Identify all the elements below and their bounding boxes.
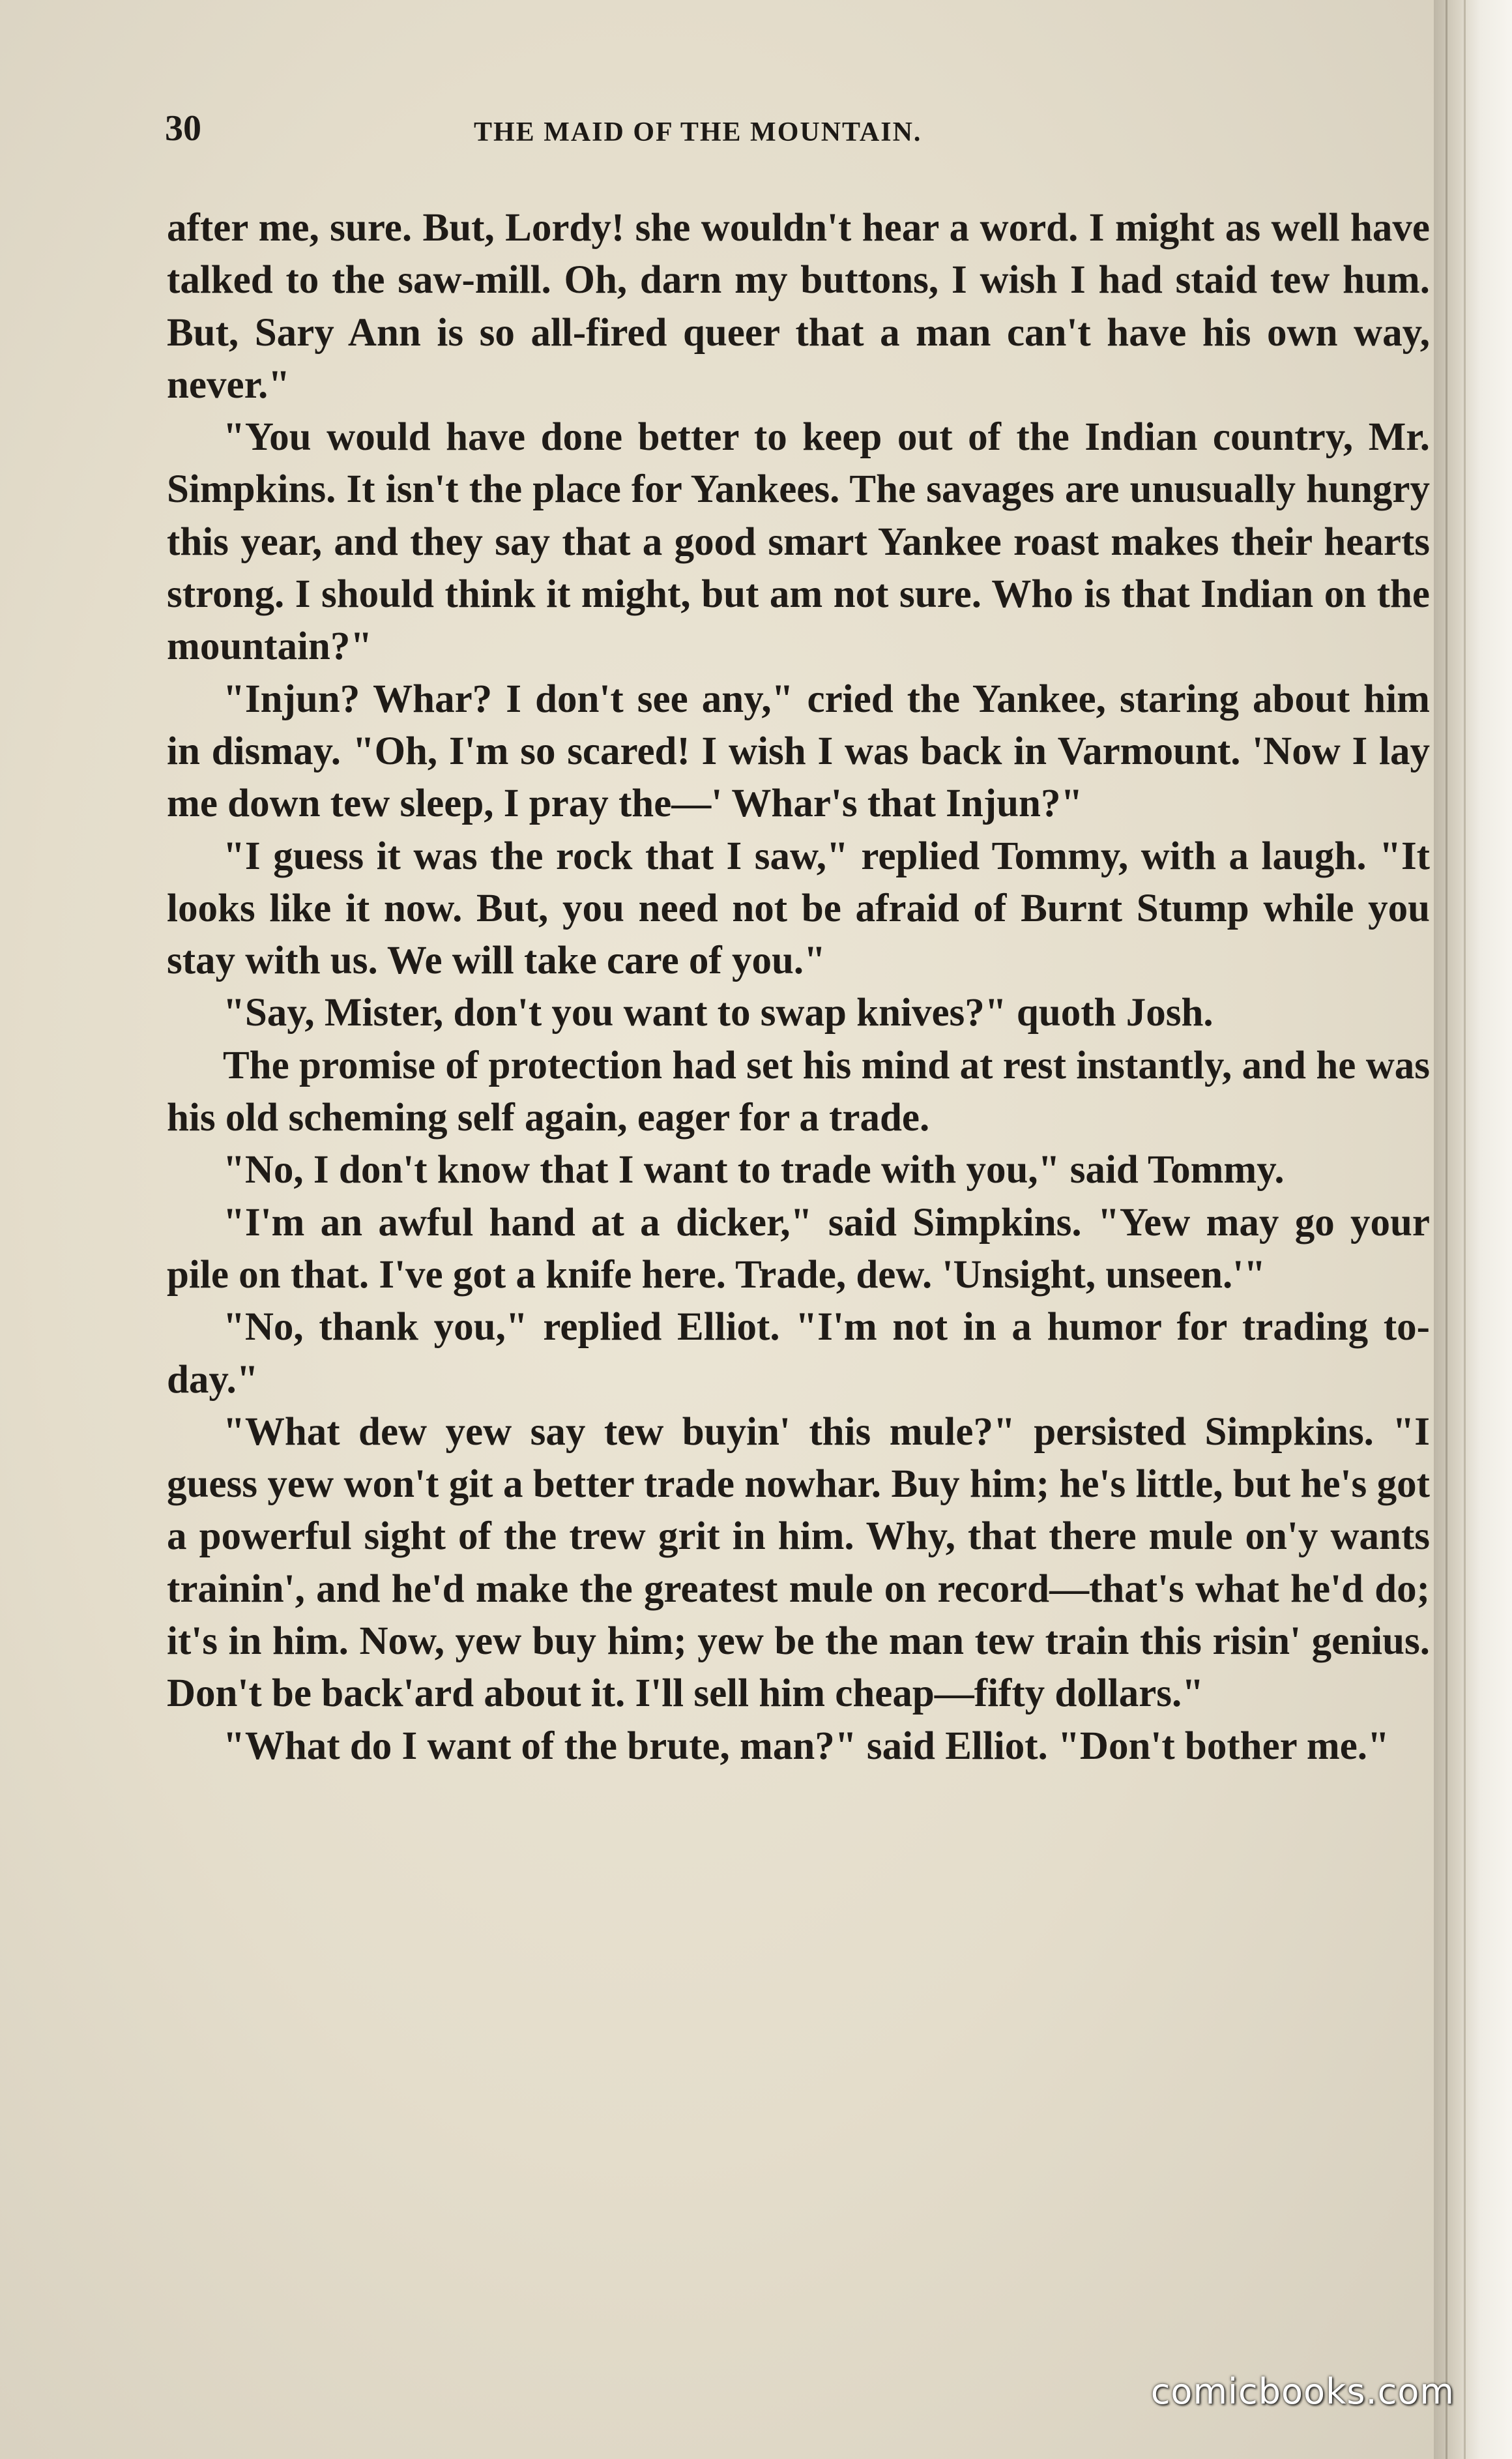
page-number: 30 — [165, 108, 201, 149]
paragraph: "Injun? Whar? I don't see any," cried the Yankee, staring about him in dismay. "Oh, I'm so scared! I wish I was back in Varmount. 'Now I lay me down tew sleep, I pray the—' Whar's that Injun?" — [167, 677, 1430, 826]
paragraph: "What do I want of the brute, man?" said Elliot. "Don't bother me." — [223, 1724, 1389, 1768]
paragraph: "You would have done better to keep out of the Indian country, Mr. Simpkins. It isn't the place for Yankees. The savages are unusually hungry this year, and they say that a good smart Yankee roast makes their hearts strong. I should think it might, but am not sure. Who is that Indian on the mountain?" — [167, 415, 1430, 669]
paragraph: "I'm an awful hand at a dicker," said Simpkins. "Yew may go your pile on that. I've got a knife here. Trade, dew. 'Unsight, unseen.'" — [167, 1200, 1430, 1297]
edge-line — [1446, 0, 1447, 2459]
running-head: THE MAID OF THE MOUNTAIN. — [474, 117, 922, 147]
paragraph: "What dew yew say tew buyin' this mule?" persisted Simpkins. "I guess yew won't git a better trade nowhar. Buy him; he's little, but he's got a powerful sight of the trew grit in him. Why, that there mule on'y wants trainin', and he'd make the greatest mule on record—that's what he'd do; it's in him. Now, yew buy him; yew be the man tew train this risin' genius. Don't be back'ard about it. I'll sell him cheap—fifty dollars." — [167, 1409, 1430, 1716]
paragraph: after me, sure. But, Lordy! she wouldn't hear a word. I might as well have talked to the saw-mill. Oh, darn my buttons, I wish I had staid tew hum. But, Sary Ann is so all-fired queer that a man can't have his own way, never." — [167, 206, 1430, 407]
paragraph: "Say, Mister, don't you want to swap knives?" quoth Josh. — [223, 991, 1214, 1035]
page-edge — [1434, 0, 1512, 2459]
paragraph: The promise of protection had set his mind at rest instantly, and he was his old scheming self again, eager for a trade. — [167, 1043, 1430, 1140]
page-header — [165, 108, 1434, 160]
watermark: comicbooks.com — [1150, 2371, 1455, 2412]
paragraph: "I guess it was the rock that I saw," replied Tommy, with a laugh. "It looks like it now. But, you need not be afraid of Burnt Stump while you stay with us. We will take care of you." — [167, 834, 1430, 983]
body-text — [167, 202, 1430, 1773]
paragraph: "No, thank you," replied Elliot. "I'm not in a humor for trading to-day." — [167, 1305, 1430, 1402]
edge-line — [1464, 0, 1466, 2459]
paragraph: "No, I don't know that I want to trade with you," said Tommy. — [223, 1148, 1285, 1192]
